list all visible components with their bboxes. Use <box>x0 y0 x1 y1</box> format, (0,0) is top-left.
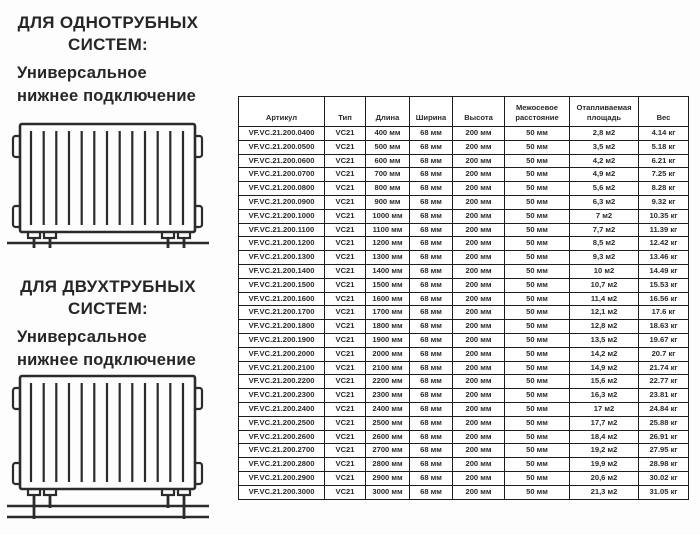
table-cell: 12.42 кг <box>639 237 689 251</box>
table-cell: 68 мм <box>410 471 453 485</box>
table-cell: 68 мм <box>410 209 453 223</box>
table-cell: 68 мм <box>410 416 453 430</box>
table-cell: 50 мм <box>505 292 570 306</box>
table-cell: 200 мм <box>453 292 505 306</box>
table-cell: 1000 мм <box>366 209 410 223</box>
table-row <box>239 127 689 141</box>
column-header: Артикул <box>239 97 325 127</box>
table-cell: 50 мм <box>505 209 570 223</box>
table-cell: 200 мм <box>453 209 505 223</box>
table-cell: VF.VC.21.200.0600 <box>239 154 325 168</box>
table-cell: 50 мм <box>505 485 570 499</box>
table-cell: 200 мм <box>453 471 505 485</box>
table-cell: 7.25 кг <box>639 168 689 182</box>
table-cell: VF.VC.21.200.0500 <box>239 140 325 154</box>
table-cell: 200 мм <box>453 485 505 499</box>
table-cell: VF.VC.21.200.1400 <box>239 264 325 278</box>
table-row <box>239 320 689 334</box>
table-cell: 200 мм <box>453 127 505 141</box>
section-subtitle-line2: нижнее подключение <box>17 351 197 369</box>
table-cell: 2500 мм <box>366 416 410 430</box>
table-cell: 600 мм <box>366 154 410 168</box>
table-cell: VF.VC.21.200.0900 <box>239 195 325 209</box>
table-cell: VC21 <box>325 127 366 141</box>
table-cell: VC21 <box>325 195 366 209</box>
table-cell: 19,2 м2 <box>570 444 639 458</box>
table-cell: VF.VC.21.200.2500 <box>239 416 325 430</box>
column-header: Ширина <box>410 97 453 127</box>
table-cell: 200 мм <box>453 182 505 196</box>
table-cell: 200 мм <box>453 237 505 251</box>
table-cell: 21.74 кг <box>639 361 689 375</box>
table-cell: VC21 <box>325 471 366 485</box>
table-cell: 200 мм <box>453 375 505 389</box>
table-cell: 19.67 кг <box>639 333 689 347</box>
table-cell: VC21 <box>325 140 366 154</box>
table-cell: VC21 <box>325 237 366 251</box>
table-row <box>239 444 689 458</box>
table-cell: 200 мм <box>453 154 505 168</box>
table-cell: 31.05 кг <box>639 485 689 499</box>
table-cell: VF.VC.21.200.2200 <box>239 375 325 389</box>
table-row <box>239 471 689 485</box>
table-cell: 2,8 м2 <box>570 127 639 141</box>
table-cell: 2000 мм <box>366 347 410 361</box>
table-cell: 1700 мм <box>366 306 410 320</box>
table-cell: 68 мм <box>410 127 453 141</box>
table-cell: 20,6 м2 <box>570 471 639 485</box>
table-cell: 23.81 кг <box>639 389 689 403</box>
table-cell: 50 мм <box>505 416 570 430</box>
table-cell: 500 мм <box>366 140 410 154</box>
table-cell: VF.VC.21.200.1600 <box>239 292 325 306</box>
table-cell: 200 мм <box>453 140 505 154</box>
table-cell: VF.VC.21.200.2100 <box>239 361 325 375</box>
table-cell: VC21 <box>325 320 366 334</box>
table-cell: VF.VC.21.200.2800 <box>239 458 325 472</box>
table-cell: 50 мм <box>505 140 570 154</box>
table-cell: 50 мм <box>505 306 570 320</box>
table-cell: 6.21 кг <box>639 154 689 168</box>
table-cell: VC21 <box>325 485 366 499</box>
table-cell: 68 мм <box>410 458 453 472</box>
table-cell: 14,9 м2 <box>570 361 639 375</box>
table-cell: VF.VC.21.200.2000 <box>239 347 325 361</box>
table-cell: 50 мм <box>505 195 570 209</box>
table-cell: 68 мм <box>410 389 453 403</box>
section-subtitle-line1: Универсальное <box>17 64 147 82</box>
table-cell: 200 мм <box>453 402 505 416</box>
table-cell: 50 мм <box>505 347 570 361</box>
column-header: Длина <box>366 97 410 127</box>
table-cell: 68 мм <box>410 264 453 278</box>
table-cell: 200 мм <box>453 223 505 237</box>
table-cell: 11.39 кг <box>639 223 689 237</box>
table-cell: VF.VC.21.200.1900 <box>239 333 325 347</box>
section-subtitle-line1: Универсальное <box>17 328 147 346</box>
column-header: Отапливаемая площадь <box>570 97 639 127</box>
table-cell: 68 мм <box>410 182 453 196</box>
table-cell: 26.91 кг <box>639 430 689 444</box>
table-cell: 22.77 кг <box>639 375 689 389</box>
table-cell: VC21 <box>325 430 366 444</box>
table-cell: 200 мм <box>453 361 505 375</box>
table-cell: VC21 <box>325 361 366 375</box>
table-cell: 7 м2 <box>570 209 639 223</box>
table-cell: 14,2 м2 <box>570 347 639 361</box>
section-subtitle-line2: нижнее подключение <box>17 87 197 105</box>
table-cell: 1200 мм <box>366 237 410 251</box>
table-cell: 1300 мм <box>366 251 410 265</box>
table-cell: 200 мм <box>453 430 505 444</box>
table-cell: VF.VC.21.200.1500 <box>239 278 325 292</box>
table-row <box>239 416 689 430</box>
table-cell: 68 мм <box>410 485 453 499</box>
table-cell: 50 мм <box>505 361 570 375</box>
table-cell: 200 мм <box>453 251 505 265</box>
table-cell: VF.VC.21.200.0700 <box>239 168 325 182</box>
table-cell: VC21 <box>325 209 366 223</box>
table-cell: 50 мм <box>505 458 570 472</box>
table-cell: 2300 мм <box>366 389 410 403</box>
table-cell: VF.VC.21.200.2700 <box>239 444 325 458</box>
column-header: Вес <box>639 97 689 127</box>
table-cell: 50 мм <box>505 402 570 416</box>
table-cell: 3,5 м2 <box>570 140 639 154</box>
column-header: Тип <box>325 97 366 127</box>
table-cell: 200 мм <box>453 306 505 320</box>
table-cell: 17,7 м2 <box>570 416 639 430</box>
table-cell: VC21 <box>325 458 366 472</box>
section-title-line2: СИСТЕМ: <box>68 35 148 54</box>
table-row <box>239 402 689 416</box>
table-cell: 7,7 м2 <box>570 223 639 237</box>
table-header-row <box>239 97 689 127</box>
table-cell: 200 мм <box>453 278 505 292</box>
table-cell: 50 мм <box>505 389 570 403</box>
table-cell: VC21 <box>325 306 366 320</box>
table-cell: VC21 <box>325 389 366 403</box>
section-subtitle-single-pipe <box>17 62 227 108</box>
table-cell: 200 мм <box>453 333 505 347</box>
table-cell: 50 мм <box>505 168 570 182</box>
table-cell: 4.14 кг <box>639 127 689 141</box>
table-cell: 68 мм <box>410 347 453 361</box>
table-cell: VF.VC.21.200.1700 <box>239 306 325 320</box>
table-cell: 9,3 м2 <box>570 251 639 265</box>
table-cell: 12,1 м2 <box>570 306 639 320</box>
table-cell: VC21 <box>325 375 366 389</box>
table-cell: 68 мм <box>410 333 453 347</box>
table-cell: 17.6 кг <box>639 306 689 320</box>
table-cell: 14.49 кг <box>639 264 689 278</box>
table-cell: 68 мм <box>410 168 453 182</box>
table-cell: 30.02 кг <box>639 471 689 485</box>
table-cell: 68 мм <box>410 361 453 375</box>
table-cell: VF.VC.21.200.1100 <box>239 223 325 237</box>
table-cell: 50 мм <box>505 264 570 278</box>
table-cell: VF.VC.21.200.2900 <box>239 471 325 485</box>
table-cell: 13,5 м2 <box>570 333 639 347</box>
table-cell: 4,9 м2 <box>570 168 639 182</box>
table-row <box>239 264 689 278</box>
table-cell: 1400 мм <box>366 264 410 278</box>
table-cell: 68 мм <box>410 140 453 154</box>
table-cell: 25.88 кг <box>639 416 689 430</box>
table-cell: 900 мм <box>366 195 410 209</box>
table-cell: 11,4 м2 <box>570 292 639 306</box>
table-cell: 1500 мм <box>366 278 410 292</box>
spec-table-body <box>239 127 689 500</box>
table-cell: 50 мм <box>505 278 570 292</box>
table-cell: 3000 мм <box>366 485 410 499</box>
table-cell: 68 мм <box>410 223 453 237</box>
table-cell: VF.VC.21.200.2400 <box>239 402 325 416</box>
table-cell: VF.VC.21.200.1000 <box>239 209 325 223</box>
table-cell: VF.VC.21.200.1800 <box>239 320 325 334</box>
table-cell: VF.VC.21.200.2600 <box>239 430 325 444</box>
table-cell: 700 мм <box>366 168 410 182</box>
table-row <box>239 306 689 320</box>
table-cell: 200 мм <box>453 347 505 361</box>
table-cell: VC21 <box>325 278 366 292</box>
table-row <box>239 154 689 168</box>
table-cell: 50 мм <box>505 127 570 141</box>
table-cell: VC21 <box>325 168 366 182</box>
table-row <box>239 195 689 209</box>
table-cell: 1100 мм <box>366 223 410 237</box>
table-cell: VC21 <box>325 182 366 196</box>
section-title-single-pipe <box>4 12 212 56</box>
table-cell: 2600 мм <box>366 430 410 444</box>
table-cell: 68 мм <box>410 292 453 306</box>
table-cell: VC21 <box>325 154 366 168</box>
table-cell: 20.7 кг <box>639 347 689 361</box>
table-cell: VC21 <box>325 264 366 278</box>
table-row <box>239 458 689 472</box>
section-title-line1: ДЛЯ ОДНОТРУБНЫХ <box>17 13 199 32</box>
table-cell: 200 мм <box>453 320 505 334</box>
table-cell: 1600 мм <box>366 292 410 306</box>
table-cell: 50 мм <box>505 471 570 485</box>
table-row <box>239 361 689 375</box>
table-row <box>239 209 689 223</box>
table-cell: 24.84 кг <box>639 402 689 416</box>
table-cell: 50 мм <box>505 444 570 458</box>
column-header: Межосевое расстояние <box>505 97 570 127</box>
table-cell: 68 мм <box>410 195 453 209</box>
table-cell: 800 мм <box>366 182 410 196</box>
table-cell: 50 мм <box>505 223 570 237</box>
table-cell: 5.18 кг <box>639 140 689 154</box>
table-cell: 15,6 м2 <box>570 375 639 389</box>
table-cell: VC21 <box>325 416 366 430</box>
table-row <box>239 182 689 196</box>
table-cell: 200 мм <box>453 195 505 209</box>
table-cell: 200 мм <box>453 416 505 430</box>
table-cell: 68 мм <box>410 430 453 444</box>
table-row <box>239 292 689 306</box>
table-cell: 19,9 м2 <box>570 458 639 472</box>
section-subtitle-two-pipe <box>17 326 227 372</box>
table-cell: 12,8 м2 <box>570 320 639 334</box>
table-cell: 2400 мм <box>366 402 410 416</box>
table-cell: 200 мм <box>453 168 505 182</box>
table-cell: 1800 мм <box>366 320 410 334</box>
table-cell: 50 мм <box>505 182 570 196</box>
table-cell: 68 мм <box>410 306 453 320</box>
radiator-diagram-single-pipe <box>6 117 214 253</box>
table-cell: 2100 мм <box>366 361 410 375</box>
table-cell: VF.VC.21.200.1200 <box>239 237 325 251</box>
table-cell: 2200 мм <box>366 375 410 389</box>
table-cell: 68 мм <box>410 375 453 389</box>
table-cell: VC21 <box>325 251 366 265</box>
section-title-two-pipe <box>4 276 212 320</box>
table-cell: 2700 мм <box>366 444 410 458</box>
table-cell: 200 мм <box>453 458 505 472</box>
table-cell: 18.63 кг <box>639 320 689 334</box>
table-cell: VC21 <box>325 292 366 306</box>
radiator-diagram-two-pipe <box>6 369 214 523</box>
table-cell: VC21 <box>325 333 366 347</box>
table-cell: 21,3 м2 <box>570 485 639 499</box>
spec-table <box>238 96 689 500</box>
table-cell: 200 мм <box>453 389 505 403</box>
table-cell: VF.VC.21.200.3000 <box>239 485 325 499</box>
table-cell: 27.95 кг <box>639 444 689 458</box>
table-cell: 13.46 кг <box>639 251 689 265</box>
table-cell: 17 м2 <box>570 402 639 416</box>
table-cell: 8.28 кг <box>639 182 689 196</box>
table-cell: 68 мм <box>410 237 453 251</box>
section-title-line2: СИСТЕМ: <box>68 299 148 318</box>
table-cell: 18,4 м2 <box>570 430 639 444</box>
table-row <box>239 333 689 347</box>
table-row <box>239 237 689 251</box>
table-cell: VF.VC.21.200.0400 <box>239 127 325 141</box>
table-cell: 28.98 кг <box>639 458 689 472</box>
table-cell: 68 мм <box>410 251 453 265</box>
table-cell: 68 мм <box>410 320 453 334</box>
table-cell: 16,3 м2 <box>570 389 639 403</box>
table-row <box>239 223 689 237</box>
table-cell: 50 мм <box>505 333 570 347</box>
table-cell: 10.35 кг <box>639 209 689 223</box>
table-cell: 50 мм <box>505 430 570 444</box>
table-cell: 1900 мм <box>366 333 410 347</box>
table-cell: 68 мм <box>410 154 453 168</box>
table-cell: VF.VC.21.200.0800 <box>239 182 325 196</box>
table-cell: 68 мм <box>410 278 453 292</box>
table-cell: 2800 мм <box>366 458 410 472</box>
table-cell: 50 мм <box>505 320 570 334</box>
table-cell: 50 мм <box>505 154 570 168</box>
table-cell: VF.VC.21.200.2300 <box>239 389 325 403</box>
table-cell: 200 мм <box>453 264 505 278</box>
table-row <box>239 375 689 389</box>
table-row <box>239 347 689 361</box>
table-cell: 68 мм <box>410 444 453 458</box>
table-cell: 9.32 кг <box>639 195 689 209</box>
table-cell: VC21 <box>325 347 366 361</box>
table-cell: 8,5 м2 <box>570 237 639 251</box>
table-row <box>239 430 689 444</box>
table-cell: 50 мм <box>505 251 570 265</box>
table-cell: 200 мм <box>453 444 505 458</box>
table-cell: 4,2 м2 <box>570 154 639 168</box>
table-cell: 68 мм <box>410 402 453 416</box>
table-cell: 50 мм <box>505 375 570 389</box>
table-row <box>239 251 689 265</box>
table-row <box>239 140 689 154</box>
table-row <box>239 389 689 403</box>
table-cell: 10,7 м2 <box>570 278 639 292</box>
table-cell: VF.VC.21.200.1300 <box>239 251 325 265</box>
table-cell: 400 мм <box>366 127 410 141</box>
table-cell: VC21 <box>325 223 366 237</box>
table-cell: 16.56 кг <box>639 292 689 306</box>
column-header: Высота <box>453 97 505 127</box>
table-cell: 10 м2 <box>570 264 639 278</box>
table-cell: 15.53 кг <box>639 278 689 292</box>
table-cell: VC21 <box>325 402 366 416</box>
table-row <box>239 168 689 182</box>
table-cell: 2900 мм <box>366 471 410 485</box>
table-cell: VC21 <box>325 444 366 458</box>
section-title-line1: ДЛЯ ДВУХТРУБНЫХ <box>20 277 196 296</box>
table-cell: 50 мм <box>505 237 570 251</box>
table-row <box>239 485 689 499</box>
table-cell: 6,3 м2 <box>570 195 639 209</box>
table-row <box>239 278 689 292</box>
table-cell: 5,6 м2 <box>570 182 639 196</box>
